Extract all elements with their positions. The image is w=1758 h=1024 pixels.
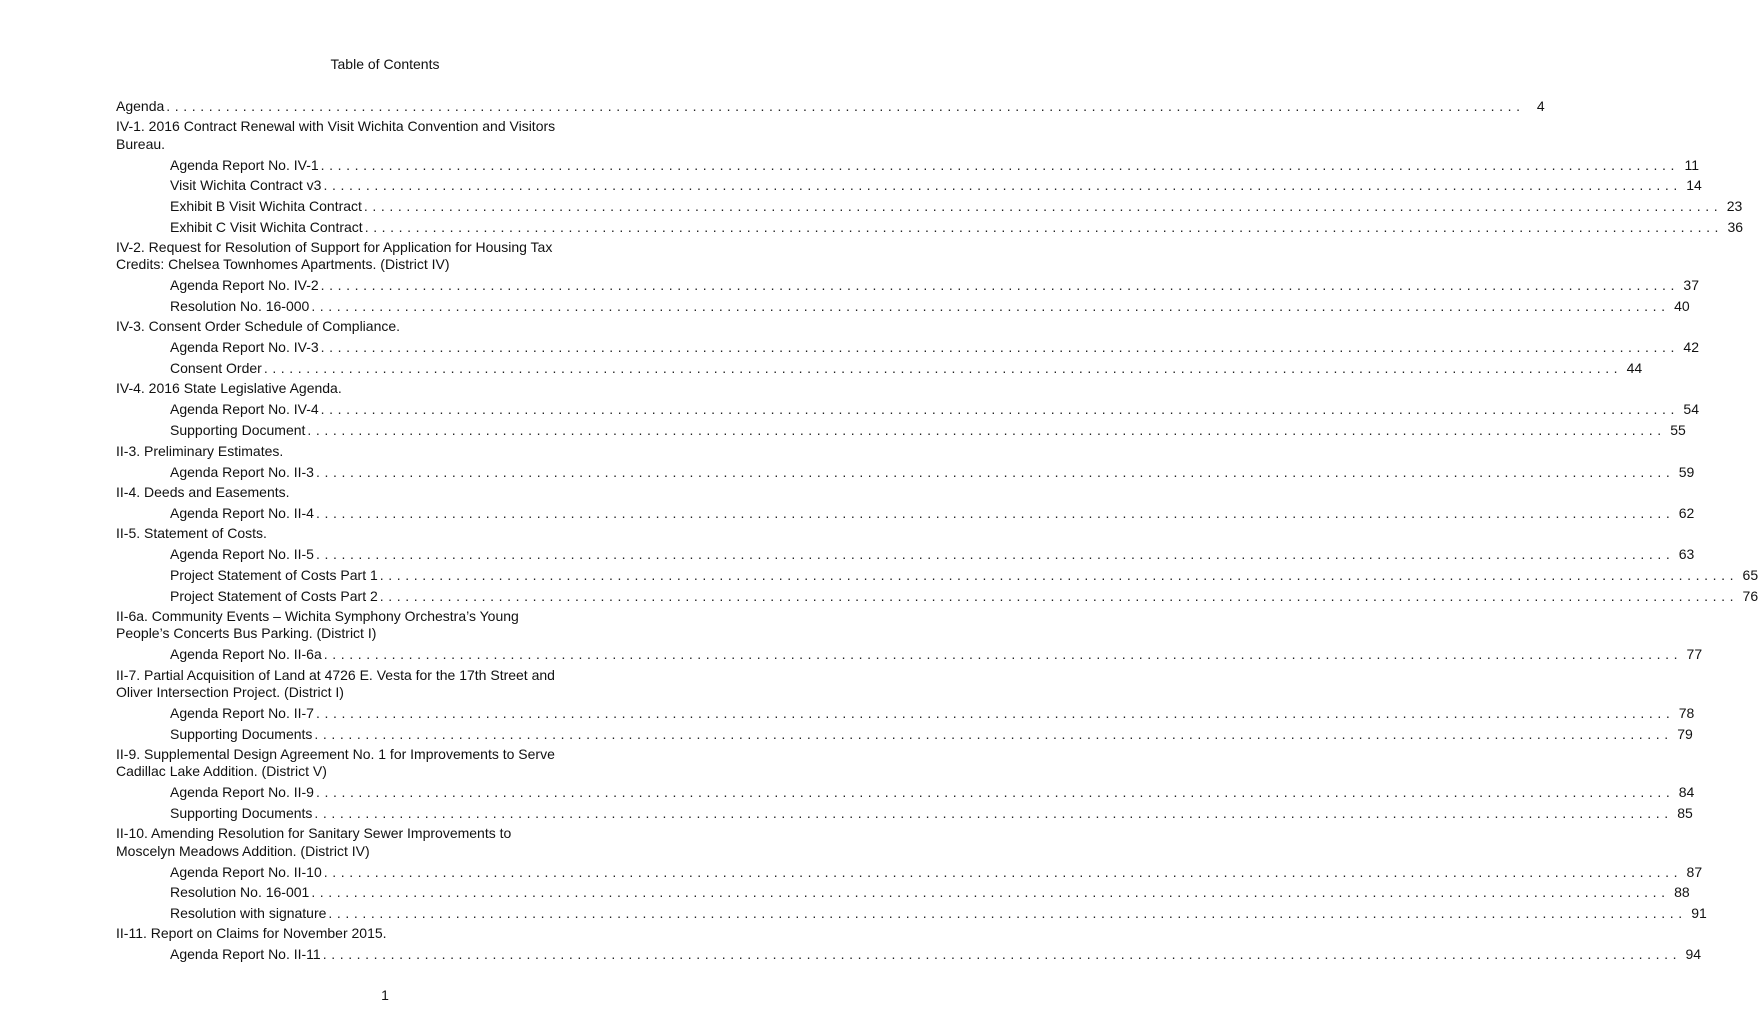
dot-leader: ................................................................................................................................................................: [315, 546, 1675, 563]
dot-leader: ................................................................................................................................................................: [364, 218, 1724, 235]
toc-entry-label: Agenda Report No. II-5: [170, 546, 314, 563]
toc-entry[interactable]: [116, 703, 1695, 724]
dot-leader: ................................................................................................................................................................: [263, 360, 1623, 377]
toc-entry[interactable]: [116, 782, 1695, 803]
toc-entry-page: 62: [1678, 504, 1695, 521]
toc-entry-page: 88: [1674, 884, 1690, 901]
toc-entry[interactable]: [116, 399, 1699, 420]
dot-leader: ................................................................................................................................................................: [315, 784, 1675, 801]
toc-entry-label: Supporting Documents: [170, 804, 313, 821]
toc-entry[interactable]: [116, 586, 1758, 607]
toc-entry-label: Agenda Report No. II-4: [170, 504, 314, 521]
toc-entry-page: 36: [1727, 218, 1744, 235]
toc-entry-label: Resolution with signature: [170, 904, 327, 921]
toc-entry-label: Agenda Report No. IV-3: [170, 339, 319, 356]
toc-entry[interactable]: [116, 337, 1699, 358]
toc-entry[interactable]: [116, 175, 1702, 196]
dot-leader: ................................................................................................................................................................: [315, 463, 1675, 480]
toc-entry-label: Exhibit B Visit Wichita Contract: [170, 198, 362, 215]
toc-section-heading: II-10. Amending Resolution for Sanitary Sewer Improvements to Moscelyn Meadows Addition. (District IV): [116, 825, 512, 859]
dot-leader: ................................................................................................................................................................: [315, 504, 1675, 521]
toc-entry[interactable]: [116, 724, 1693, 745]
toc-entry[interactable]: [116, 462, 1695, 483]
toc-entry[interactable]: [116, 544, 1695, 565]
toc-entry-page: 42: [1683, 339, 1699, 356]
toc-section-heading: II-6a. Community Events – Wichita Symphony Orchestra’s Young People’s Concerts Bus Parking. (District I): [116, 607, 519, 642]
toc-entry[interactable]: [116, 296, 1690, 317]
toc-entry-page: 76: [1742, 587, 1758, 604]
toc-section-heading: IV-3. Consent Order Schedule of Compliance.: [116, 318, 401, 335]
toc-entry-label: Visit Wichita Contract v3: [170, 177, 322, 194]
toc-entry-label: Agenda Report No. IV-4: [170, 401, 319, 418]
toc-section-heading: IV-4. 2016 State Legislative Agenda.: [116, 380, 342, 397]
toc-entry-label: Consent Order: [170, 360, 262, 377]
table-of-contents: [116, 96, 1758, 965]
dot-leader: ................................................................................................................................................................: [363, 198, 1723, 215]
toc-entry[interactable]: [116, 862, 1703, 883]
toc-entry-label: Agenda Report No. IV-1: [170, 156, 319, 173]
dot-leader: ................................................................................................................................................................: [322, 946, 1682, 963]
dot-leader: ................................................................................................................................................................: [315, 704, 1675, 721]
toc-entry-label: Resolution No. 16-000: [170, 298, 310, 315]
dot-leader: ................................................................................................................................................................: [314, 804, 1673, 821]
toc-section-heading: IV-2. Request for Resolution of Support for Application for Housing Tax Credits: Chelsea Townhomes Apartments. (District IV): [116, 239, 553, 273]
toc-entry-page: 40: [1674, 298, 1690, 315]
toc-entry-page: 59: [1678, 463, 1695, 480]
toc-section-heading: II-9. Supplemental Design Agreement No. 1 for Improvements to Serve Cadillac Lake Addition. (District V): [116, 745, 555, 780]
dot-leader: ................................................................................................................................................................: [307, 422, 1666, 439]
toc-entry[interactable]: [116, 565, 1758, 586]
toc-entry-label: Agenda Report No. II-11: [170, 946, 321, 963]
toc-entry[interactable]: [116, 96, 1545, 117]
toc-entry-page: 14: [1686, 177, 1702, 194]
toc-entry[interactable]: [116, 503, 1695, 524]
toc-entry-page: 44: [1626, 360, 1643, 377]
toc-entry[interactable]: [116, 196, 1743, 217]
dot-leader: ................................................................................................................................................................: [320, 401, 1679, 418]
toc-entry[interactable]: [116, 903, 1707, 924]
toc-entry[interactable]: [116, 420, 1686, 441]
toc-entry[interactable]: [116, 944, 1702, 965]
toc-entry-page: 79: [1677, 725, 1693, 742]
toc-entry-page: 37: [1683, 277, 1699, 294]
toc-entry-label: Agenda Report No. II-3: [170, 463, 314, 480]
dot-leader: ................................................................................................................................................................: [323, 863, 1683, 880]
toc-entry-label: Agenda Report No. II-7: [170, 704, 314, 721]
toc-entry-label: Supporting Documents: [170, 725, 313, 742]
dot-leader: ................................................................................................................................................................: [311, 298, 1670, 315]
dot-leader: ................................................................................................................................................................: [323, 177, 1682, 194]
toc-entry[interactable]: [116, 803, 1693, 824]
toc-entry-label: Agenda: [116, 98, 165, 114]
toc-entry-label: Agenda Report No. IV-2: [170, 277, 319, 294]
toc-entry-page: 77: [1686, 646, 1703, 663]
toc-entry-page: 91: [1691, 904, 1707, 921]
toc-entry[interactable]: [116, 644, 1703, 665]
dot-leader: ................................................................................................................................................................: [328, 904, 1687, 921]
dot-leader: ................................................................................................................................................................: [320, 339, 1679, 356]
toc-entry[interactable]: [116, 275, 1699, 296]
toc-entry[interactable]: [116, 882, 1690, 903]
toc-entry-label: Agenda Report No. II-6a: [170, 646, 322, 663]
toc-entry-page: 84: [1678, 784, 1695, 801]
toc-entry-page: 94: [1685, 946, 1702, 963]
dot-leader: ................................................................................................................................................................: [379, 566, 1739, 583]
toc-entry-label: Exhibit C Visit Wichita Contract: [170, 218, 363, 235]
toc-entry[interactable]: [116, 358, 1643, 379]
toc-entry-label: Resolution No. 16-001: [170, 884, 310, 901]
toc-section-heading: II-7. Partial Acquisition of Land at 4726 E. Vesta for the 17th Street and Oliver Intersection Project. (District I): [116, 666, 555, 700]
toc-section-heading: II-4. Deeds and Easements.: [116, 483, 290, 500]
toc-entry-label: Supporting Document: [170, 422, 306, 439]
dot-leader: ................................................................................................................................................................: [320, 277, 1679, 294]
toc-section-heading: IV-1. 2016 Contract Renewal with Visit Wichita Convention and Visitors Bureau.: [116, 118, 556, 152]
toc-entry-page: 55: [1670, 422, 1686, 439]
toc-entry-page: 11: [1684, 156, 1699, 173]
toc-section-heading: II-11. Report on Claims for November 2015.: [116, 925, 387, 942]
toc-entry-page: 23: [1726, 198, 1743, 215]
toc-entry-label: Agenda Report No. II-10: [170, 863, 322, 880]
toc-entry-label: Project Statement of Costs Part 1: [170, 566, 378, 583]
dot-leader: ................................................................................................................................................................: [379, 587, 1739, 604]
dot-leader: ................................................................................................................................................................: [166, 98, 1525, 114]
toc-entry[interactable]: [116, 217, 1744, 238]
toc-entry-page: 54: [1683, 401, 1699, 418]
page-number: 1: [381, 987, 389, 1003]
toc-entry[interactable]: [116, 155, 1699, 176]
toc-section-heading: II-5. Statement of Costs.: [116, 525, 267, 542]
toc-entry-page: 85: [1677, 804, 1693, 821]
dot-leader: ................................................................................................................................................................: [323, 646, 1683, 663]
toc-entry-page: 78: [1678, 704, 1695, 721]
dot-leader: ................................................................................................................................................................: [314, 725, 1673, 742]
dot-leader: ................................................................................................................................................................: [311, 884, 1670, 901]
toc-entry-page: 87: [1686, 863, 1703, 880]
dot-leader: ................................................................................................................................................................: [320, 156, 1679, 173]
toc-entry-label: Project Statement of Costs Part 2: [170, 587, 378, 604]
toc-entry-page: 65: [1742, 566, 1758, 583]
page-title: Table of Contents: [330, 56, 440, 72]
toc-section-heading: II-3. Preliminary Estimates.: [116, 442, 284, 459]
toc-entry-page: 63: [1678, 546, 1695, 563]
toc-entry-label: Agenda Report No. II-9: [170, 784, 314, 801]
toc-entry-page: 4: [1536, 98, 1545, 114]
